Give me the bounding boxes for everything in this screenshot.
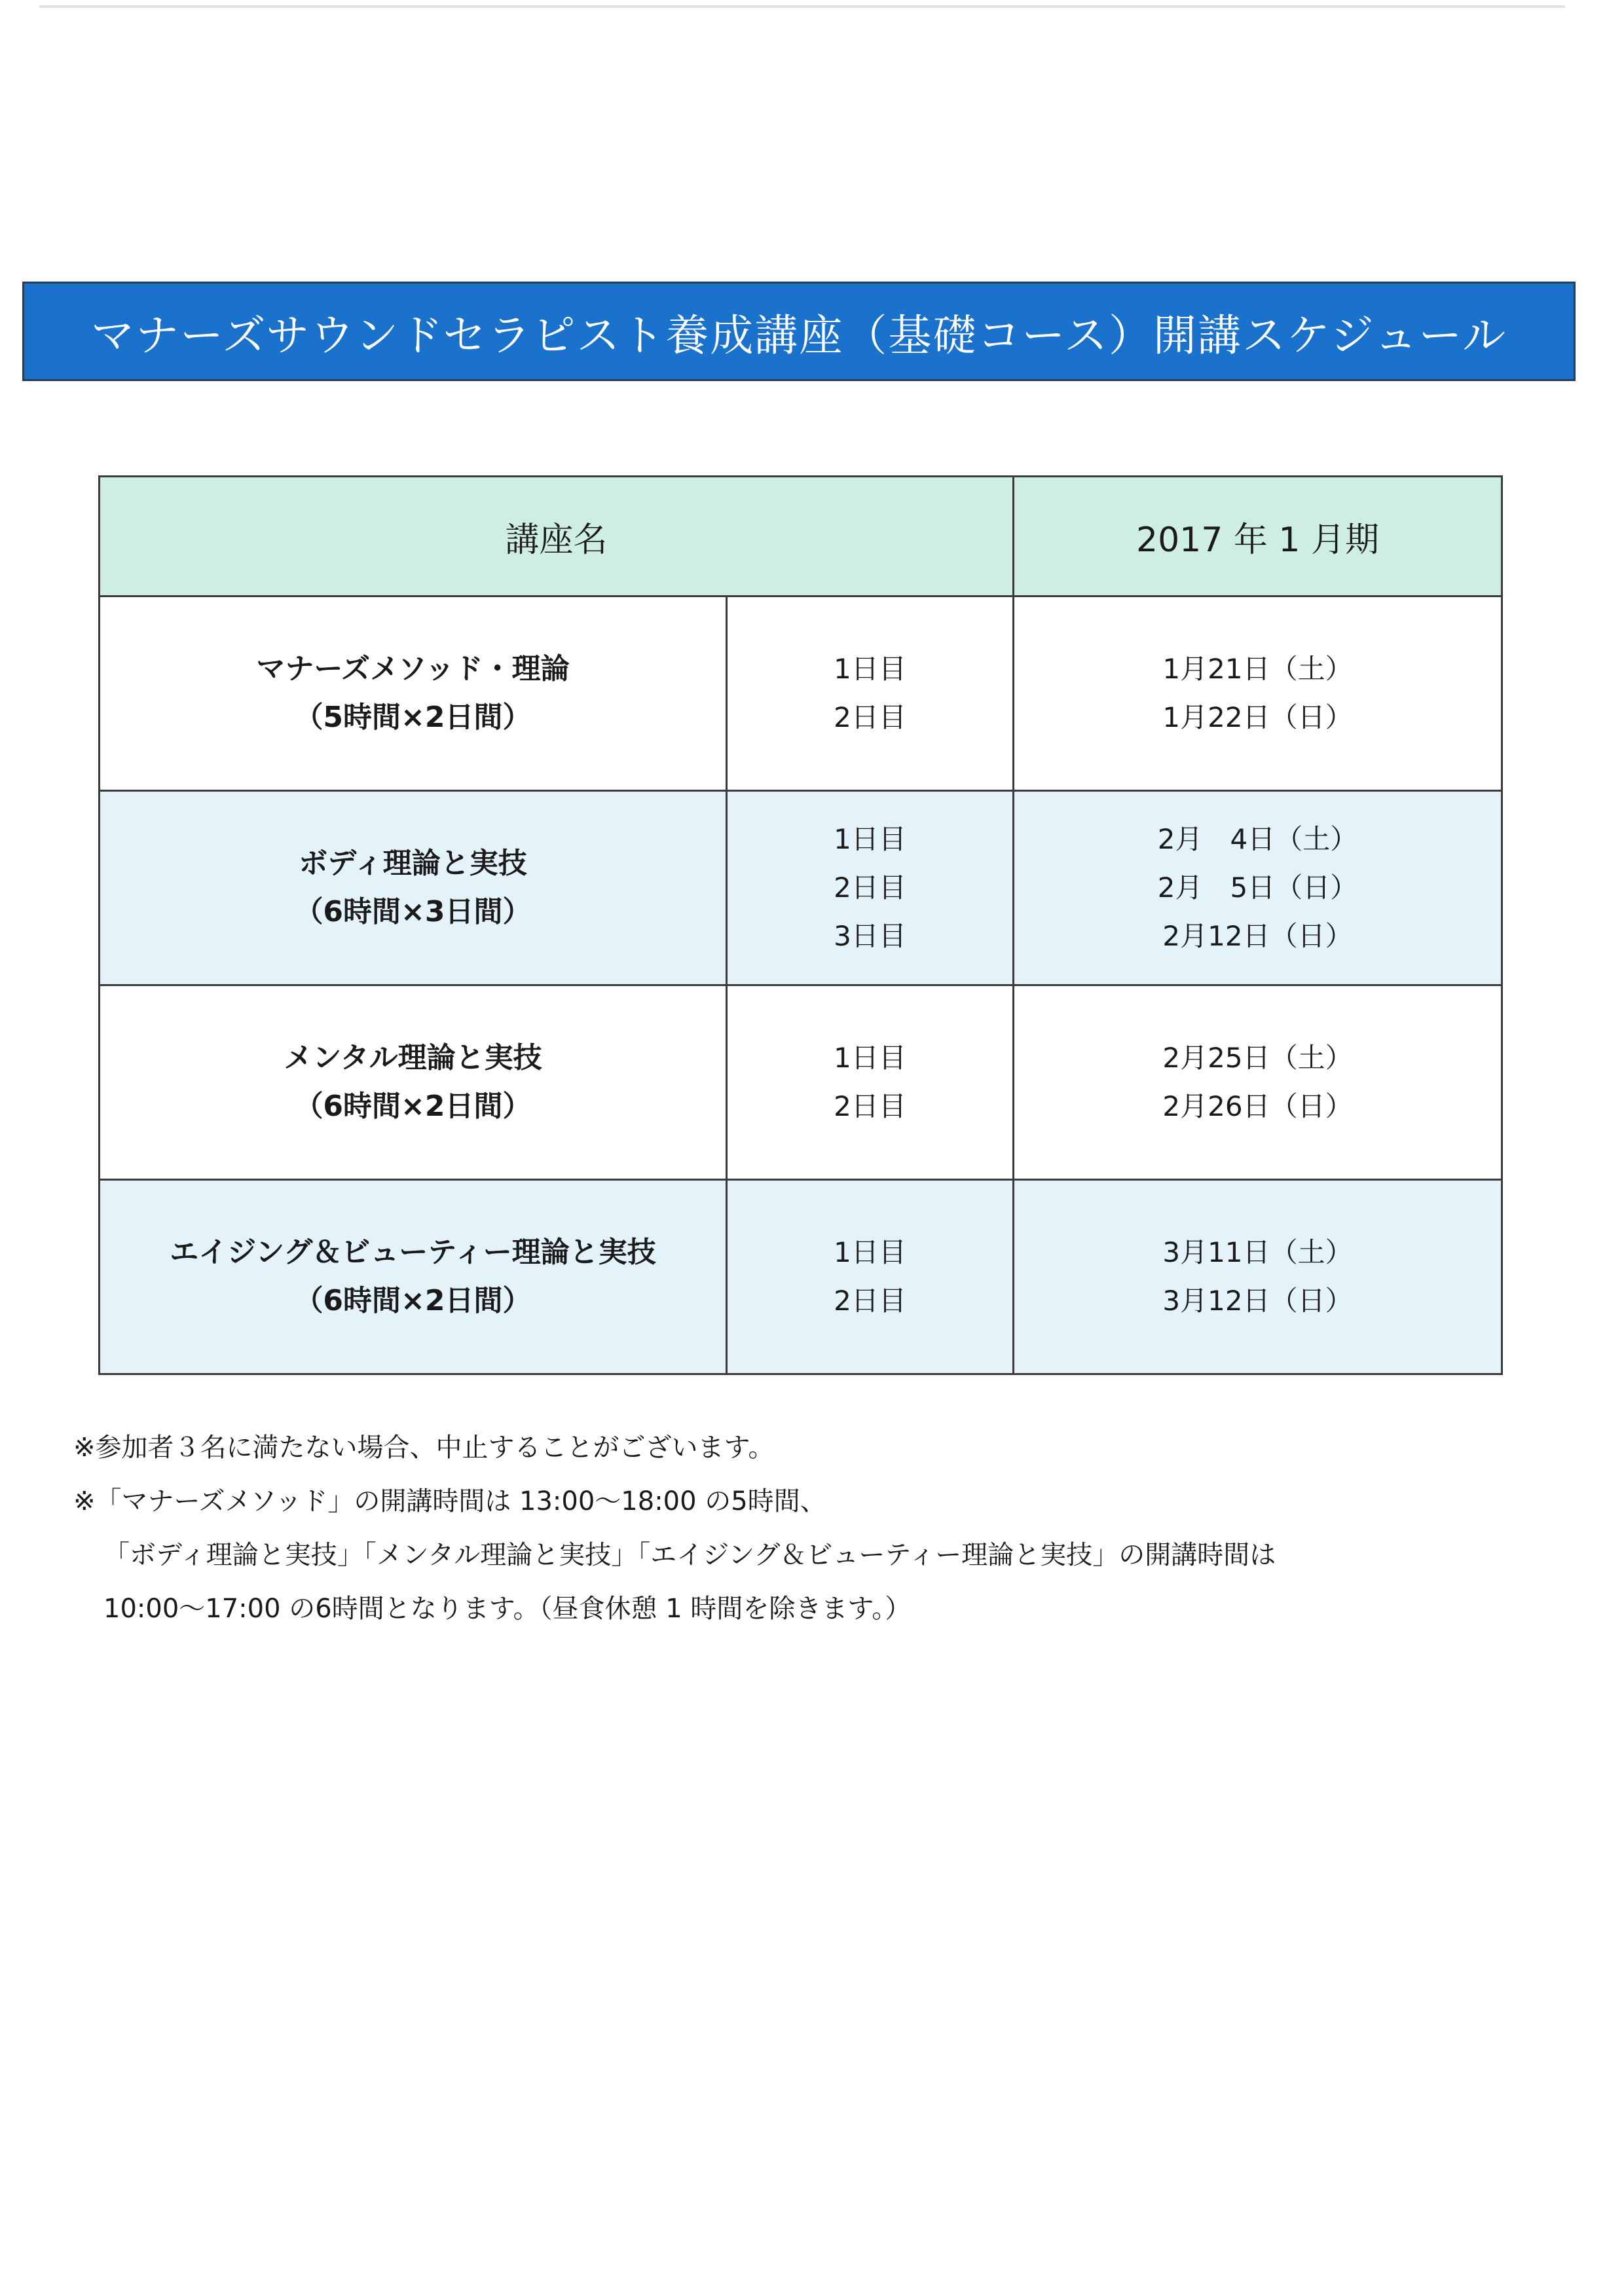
course-hours: （6時間×3日間）: [294, 895, 532, 928]
note-line: 10:00～17:00 の6時間となります。（昼食休憩 1 時間を除きます。）: [103, 1594, 912, 1624]
note-line: ※「マナーズメソッド」の開講時間は 13:00～18:00 の5時間、: [73, 1486, 826, 1516]
course-cell: [100, 597, 727, 791]
course-hours: （6時間×2日間）: [294, 1284, 532, 1317]
day-label: 2日目: [834, 1090, 906, 1122]
day-cell: [727, 597, 1014, 791]
notes-section: [73, 1421, 1540, 1636]
course-cell: [100, 1180, 727, 1374]
header-course-name: 講座名: [100, 477, 1014, 597]
table-row: [100, 985, 1502, 1180]
date-label: 1月22日（日）: [1162, 701, 1353, 733]
table-row: [100, 597, 1502, 791]
course-name: ボディ理論と実技: [299, 847, 527, 880]
title-banner: [22, 282, 1576, 381]
date-cell: [1014, 985, 1502, 1180]
table-row: [100, 1180, 1502, 1374]
day-label: 2日目: [834, 1285, 906, 1317]
date-label: 2月12日（日）: [1162, 920, 1353, 952]
date-label: 2月26日（日）: [1162, 1090, 1353, 1122]
page-title: マナーズサウンドセラピスト養成講座（基礎コース）開講スケジュール: [90, 310, 1507, 361]
day-label: 2日目: [834, 701, 906, 733]
day-cell: [727, 985, 1014, 1180]
course-cell: [100, 985, 727, 1180]
course-hours: （6時間×2日間）: [294, 1090, 532, 1123]
date-label: 1月21日（土）: [1162, 653, 1353, 685]
table-header-row: [100, 477, 1502, 597]
date-label: 3月11日（土）: [1162, 1236, 1353, 1268]
day-label: 1日目: [834, 653, 906, 685]
day-label: 1日目: [834, 823, 906, 855]
header-period: 2017 年 1 月期: [1014, 477, 1502, 597]
date-label: 2月25日（土）: [1162, 1042, 1353, 1074]
date-label: 2月 5日（日）: [1157, 872, 1358, 904]
course-hours: （5時間×2日間）: [294, 701, 532, 734]
day-label: 3日目: [834, 920, 906, 952]
course-name: マナーズメソッド・理論: [256, 652, 570, 686]
top-edge-rule: [39, 5, 1565, 8]
day-cell: [727, 1180, 1014, 1374]
table-row: [100, 791, 1502, 985]
date-cell: [1014, 1180, 1502, 1374]
day-label: 1日目: [834, 1236, 906, 1268]
day-cell: [727, 791, 1014, 985]
day-label: 1日目: [834, 1042, 906, 1074]
day-label: 2日目: [834, 872, 906, 904]
course-cell: [100, 791, 727, 985]
course-name: メンタル理論と実技: [284, 1041, 542, 1074]
date-cell: [1014, 597, 1502, 791]
date-label: 2月 4日（土）: [1157, 823, 1358, 855]
note-line: 「ボディ理論と実技」「メンタル理論と実技」「エイジング＆ビューティー理論と実技」の開講時間は: [103, 1540, 1276, 1570]
note-line: ※参加者３名に満たない場合、中止することがございます。: [73, 1433, 775, 1463]
schedule-table: [98, 475, 1503, 1375]
course-name: エイジング＆ビューティー理論と実技: [170, 1236, 656, 1269]
date-label: 3月12日（日）: [1162, 1285, 1353, 1317]
date-cell: [1014, 791, 1502, 985]
